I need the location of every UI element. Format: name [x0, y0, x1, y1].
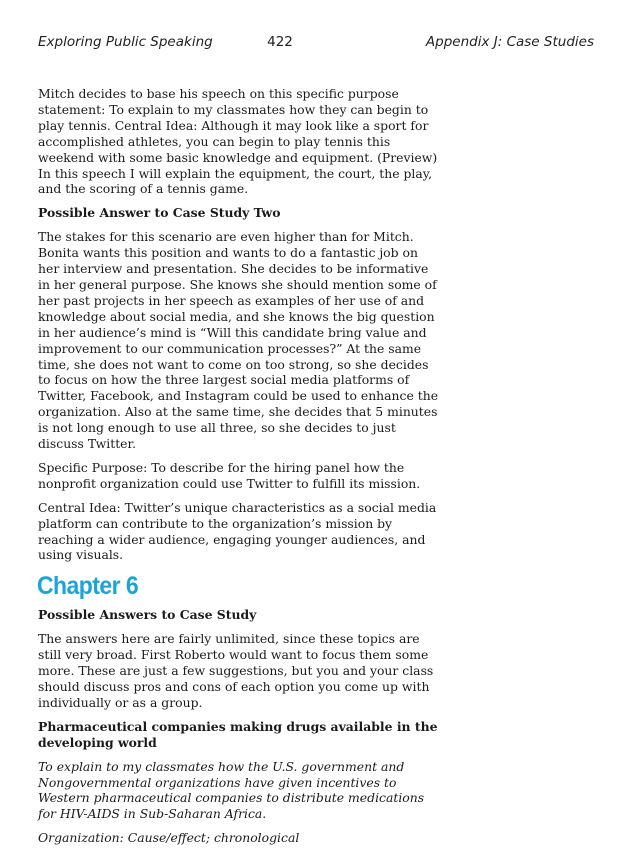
page-header: [38, 34, 594, 52]
page-body: [38, 86, 442, 854]
organization-line: Organization: Cause/effect; chronological: [38, 830, 300, 846]
chapter-title: Chapter 6: [37, 572, 139, 601]
chapter-heading: Possible Answers to Case Study: [38, 607, 257, 623]
page-number: 422: [267, 34, 293, 50]
intro-paragraph: Mitch decides to base his speech on this specific purpose statement: To explain to my classmates how they can begin to play tennis. Central Idea: Although it may look like a sport for accomplished athletes, you can begin to play tennis this weekend with some basic knowledge and equipment. (Preview) In this speech I will explain the equipment, the court, the play, and the scoring of a tennis game.: [38, 86, 438, 197]
chapter-subheading: Pharmaceutical companies making drugs available in the developing world: [38, 718, 438, 750]
case-two-paragraph: The stakes for this scenario are even higher than for Mitch. Bonita wants this position and wants to do a fantastic job on her interview and presentation. She decides to be informative in her general purpose. She knows she should mention some of her past projects in her speech as examples of her use of and knowledge about social media, and she knows the big question in her audience’s mind is “Will this candidate bring value and improvement to our communication processes?” At the same time, she does not want to come on too strong, so she decides to focus on how the three largest social media platforms of Twitter, Facebook, and Instagram could be used to enhance the organization. Also at the same time, she decides that 5 minutes is not long enough to use all three, so she decides to just discuss Twitter.: [38, 229, 439, 452]
chapter-paragraph: The answers here are fairly unlimited, since these topics are still very broad. First Roberto would want to focus them some more. These are just a few suggestions, but you and your class should discuss pros and cons of each option you come up with individually or as a group.: [38, 631, 434, 710]
specific-purpose: Specific Purpose: To describe for the hiring panel how the nonprofit organization could use Twitter to fulfill its mission.: [38, 459, 421, 491]
case-two-heading: Possible Answer to Case Study Two: [38, 205, 281, 221]
purpose-statement: To explain to my classmates how the U.S. government and Nongovernmental organizations have given incentives to Western pharmaceutical companies to distribute medications for HIV-AIDS in Sub-Saharan Africa.: [38, 758, 425, 822]
book-title: Exploring Public Speaking: [38, 34, 213, 50]
section-title: Appendix J: Case Studies: [425, 34, 594, 50]
central-idea: Central Idea: Twitter’s unique characteristics as a social media platform can contribute to the organization’s mission by reaching a wider audience, engaging younger audiences, and using visuals.: [38, 499, 437, 563]
